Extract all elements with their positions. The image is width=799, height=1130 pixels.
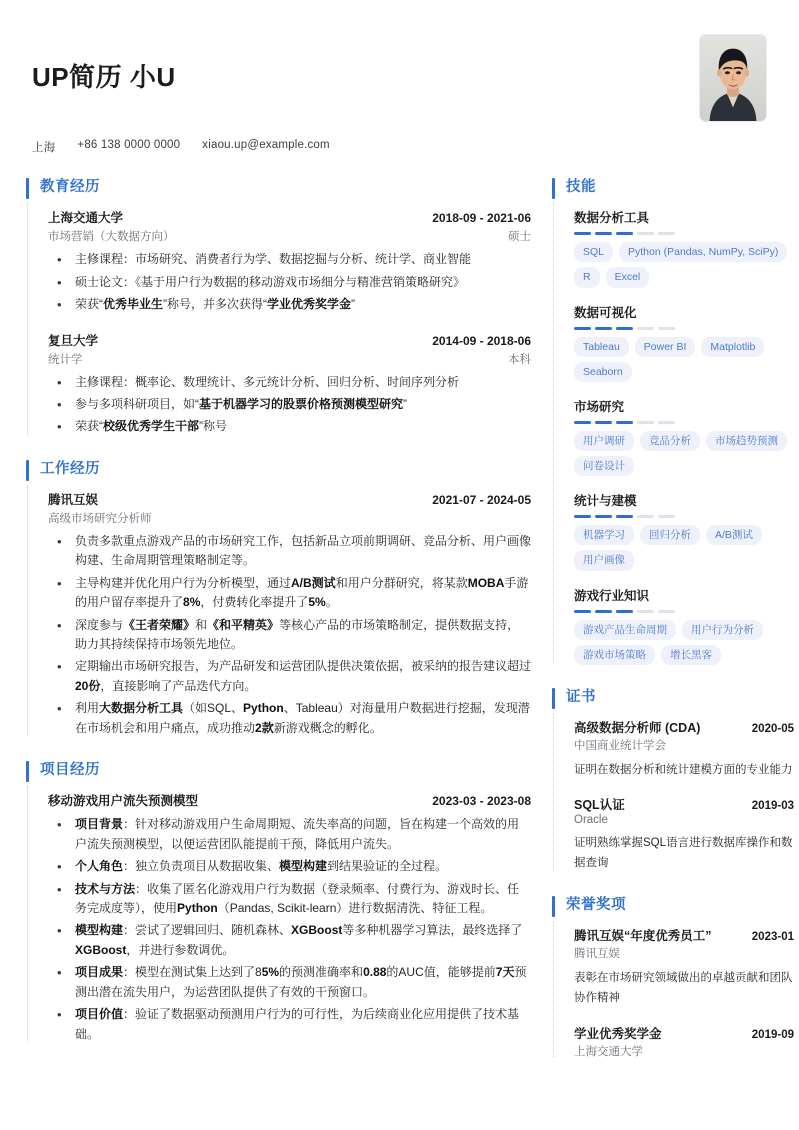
entry-subhead	[48, 228, 531, 244]
skill-group	[574, 303, 794, 382]
skill-group-name: 游戏行业知识	[574, 588, 650, 603]
side-entry-description: 证明熟练掌握SQL语言进行数据库操作和数据查询	[574, 837, 793, 870]
side-entry-head	[574, 926, 794, 944]
skill-tags	[574, 337, 794, 382]
skill-tags	[574, 431, 794, 476]
page-title: UP简历 小U	[32, 62, 176, 92]
section-title: 证书	[566, 688, 596, 705]
skill-group	[574, 586, 794, 665]
skill-groups	[566, 208, 794, 665]
skill-level-segment	[637, 421, 654, 424]
side-entry-issuer: 上海交通大学	[574, 1045, 643, 1058]
certificate-item	[574, 795, 794, 873]
skill-level-meter	[574, 421, 794, 424]
side-entry-title: 高级数据分析师 (CDA)	[574, 720, 701, 735]
skill-tags	[574, 242, 794, 287]
skill-group-name: 数据分析工具	[574, 211, 650, 226]
skill-tag: 用户行为分析	[682, 620, 763, 640]
section-title: 教育经历	[40, 179, 100, 196]
entry	[48, 490, 531, 738]
section-skills	[552, 177, 794, 665]
entry-organization: 移动游戏用户流失预测模型	[48, 794, 199, 809]
skill-level-segment	[616, 515, 633, 518]
skill-group-name: 市场研究	[574, 399, 625, 414]
list-item: • 项目背景：针对移动游戏用户生命周期短、流失率高的问题，旨在构建一个高效的用户流失预测模型，以便运营团队能提前干预，降低用户流失。	[48, 815, 531, 854]
skill-tag: 市场趋势预测	[706, 431, 787, 451]
award-item	[574, 926, 794, 1008]
section-1	[26, 177, 531, 437]
section-body	[40, 791, 531, 1044]
contact-phone: +86 138 0000 0000	[77, 139, 181, 152]
main-column	[26, 177, 531, 1066]
skill-tag: Excel	[606, 267, 650, 287]
skill-level-meter	[574, 327, 794, 330]
skill-level-segment	[595, 327, 612, 330]
header-left	[32, 34, 330, 155]
side-column	[552, 177, 794, 1080]
entry-role: 高级市场研究分析师	[48, 512, 152, 525]
bullet-list	[48, 815, 531, 1044]
skill-group-name: 统计与建模	[574, 494, 637, 509]
skill-level-segment	[616, 421, 633, 424]
skill-group	[574, 491, 794, 570]
skill-tag: 用户画像	[574, 550, 634, 570]
section-awards	[552, 895, 794, 1058]
skill-level-meter	[574, 232, 794, 235]
side-entry-title: 学业优秀奖学金	[574, 1026, 662, 1041]
section-title: 荣誉奖项	[566, 897, 626, 914]
skill-group	[574, 208, 794, 287]
skill-level-segment	[574, 421, 591, 424]
skill-level-meter	[574, 515, 794, 518]
entry-head	[48, 490, 531, 508]
skill-level-segment	[574, 327, 591, 330]
skill-level-meter	[574, 610, 794, 613]
side-entry-date: 2019-09	[751, 1028, 794, 1041]
entry-date: 2023-03 - 2023-08	[432, 794, 531, 809]
skill-tag: R	[574, 267, 600, 287]
contact-location: 上海	[32, 142, 56, 155]
bullet-list	[48, 373, 531, 437]
skill-level-segment	[658, 232, 675, 235]
entry-date: 2021-07 - 2024-05	[432, 492, 531, 507]
side-entry-head	[574, 718, 794, 736]
side-entry-date: 2020-05	[751, 722, 794, 735]
list-item: • 模型构建：尝试了逻辑回归、随机森林、XGBoost等多种机器学习算法，最终选择了XGBoost，并进行参数调优。	[48, 921, 531, 960]
bullet-list	[48, 532, 531, 738]
list-item: • 硕士论文：《基于用户行为数据的移动游戏市场细分与精准营销策略研究》	[48, 273, 531, 292]
entry	[48, 208, 531, 314]
section-certificates	[552, 687, 794, 873]
award-list	[566, 926, 794, 1058]
skill-tag: 游戏市场策略	[574, 645, 655, 665]
skill-level-segment	[574, 232, 591, 235]
list-item: • 技术与方法：收集了匿名化游戏用户行为数据（登录频率、付费行为、游戏时长、任务完成度等），使用Python（Pandas, Scikit-learn）进行数据清洗、特征工程。	[48, 880, 531, 919]
entry	[48, 331, 531, 437]
skill-group-name: 数据可视化	[574, 305, 637, 320]
skill-tag: Matplotlib	[701, 337, 764, 357]
skill-level-segment	[574, 515, 591, 518]
award-item	[574, 1024, 794, 1059]
skill-tag: Python (Pandas, NumPy, SciPy)	[619, 242, 787, 262]
side-entry-issuer: 腾讯互娱	[574, 948, 620, 961]
certificate-item	[574, 718, 794, 780]
side-entry-title: 腾讯互娱“年度优秀员工”	[574, 929, 712, 944]
entry-date: 2014-09 - 2018-06	[432, 333, 531, 348]
section-title: 技能	[566, 179, 596, 196]
skill-level-segment	[658, 421, 675, 424]
list-item: • 荣获“校级优秀学生干部”称号	[48, 417, 531, 436]
section-body	[40, 208, 531, 437]
entry-role: 统计学	[48, 353, 83, 366]
skill-group	[574, 397, 794, 476]
skill-tag: 游戏产品生命周期	[574, 620, 676, 640]
skill-tag: 机器学习	[574, 525, 634, 545]
skill-level-segment	[616, 232, 633, 235]
skill-level-segment	[658, 515, 675, 518]
skill-tag: SQL	[574, 242, 613, 262]
list-item: • 深度参与《王者荣耀》和《和平精英》等核心产品的市场策略制定，提供数据支持，助力其持续保持市场领先地位。	[48, 616, 531, 655]
list-item: • 主导构建并优化用户行为分析模型，通过A/B测试和用户分群研究，将某款MOBA手游的用户留存率提升了8%，付费转化率提升了5%。	[48, 574, 531, 613]
entry-head	[48, 791, 531, 809]
skill-tags	[574, 525, 794, 570]
skill-level-segment	[637, 232, 654, 235]
side-entry-title: SQL认证	[574, 798, 625, 813]
skill-tag: 用户调研	[574, 431, 634, 451]
entry-head	[48, 331, 531, 349]
list-item: • 个人角色：独立负责项目从数据收集、模型构建到结果验证的全过程。	[48, 857, 531, 876]
side-entry-description: 表彰在市场研究领域做出的卓越贡献和团队协作精神	[574, 972, 793, 1005]
skill-tag: Seaborn	[574, 362, 632, 382]
list-item: • 项目价值：验证了数据驱动预测用户行为的可行性，为后续商业化应用提供了技术基础。	[48, 1005, 531, 1044]
list-item: • 荣获“优秀毕业生”称号，并多次获得“学业优秀奖学金”	[48, 295, 531, 314]
skill-tag: 回归分析	[640, 525, 700, 545]
list-item: • 定期输出市场研究报告，为产品研发和运营团队提供决策依据，被采纳的报告建议超过20份，直接影响了产品迭代方向。	[48, 657, 531, 696]
side-entry-date: 2019-03	[751, 800, 794, 813]
avatar	[699, 34, 767, 122]
skill-tag: Power BI	[635, 337, 696, 357]
entry-role: 市场营销（大数据方向）	[48, 231, 175, 244]
skill-level-segment	[637, 327, 654, 330]
contact-email: xiaou.up@example.com	[202, 139, 330, 152]
entry-organization: 上海交通大学	[48, 211, 124, 226]
section-title: 项目经历	[40, 762, 100, 779]
certificate-list	[566, 718, 794, 873]
entry-subhead	[48, 510, 531, 526]
list-item: • 主修课程：概率论、数理统计、多元统计分析、回归分析、时间序列分析	[48, 373, 531, 392]
skill-level-segment	[616, 327, 633, 330]
skill-tags	[574, 620, 794, 665]
skill-level-segment	[658, 610, 675, 613]
side-entry-date: 2023-01	[751, 931, 794, 944]
side-entry-issuer: 中国商业统计学会	[574, 739, 666, 752]
skill-tag: A/B测试	[706, 525, 762, 545]
skill-level-segment	[616, 610, 633, 613]
skill-level-segment	[574, 610, 591, 613]
skill-level-segment	[595, 232, 612, 235]
entry-degree: 本科	[508, 353, 531, 366]
list-item: • 主修课程：市场研究、消费者行为学、数据挖掘与分析、统计学、商业智能	[48, 250, 531, 269]
skill-level-segment	[658, 327, 675, 330]
entry-date: 2018-09 - 2021-06	[432, 211, 531, 226]
section-2	[26, 459, 531, 738]
list-item: • 参与多项科研项目，如“基于机器学习的股票价格预测模型研究”	[48, 395, 531, 414]
section-3	[26, 760, 531, 1044]
section-body	[40, 490, 531, 738]
side-entry-head	[574, 1024, 794, 1042]
skill-level-segment	[637, 515, 654, 518]
entry-subhead	[48, 351, 531, 367]
entry-degree: 硕士	[508, 231, 531, 244]
entry-organization: 复旦大学	[48, 333, 99, 348]
entry-organization: 腾讯互娱	[48, 492, 99, 507]
section-title: 工作经历	[40, 460, 100, 477]
list-item: • 利用大数据分析工具（如SQL、Python、Tableau）对海量用户数据进行挖掘，发现潜在市场机会和用户痛点，成功推动2款新游戏概念的孵化。	[48, 699, 531, 738]
skill-level-segment	[595, 610, 612, 613]
side-entry-issuer: Oracle	[574, 814, 608, 827]
contact-row	[32, 139, 330, 155]
bullet-list	[48, 250, 531, 314]
side-entry-head	[574, 795, 794, 813]
skill-tag: Tableau	[574, 337, 629, 357]
entry	[48, 791, 531, 1044]
list-item: • 负责多款重点游戏产品的市场研究工作，包括新品立项前期调研、竞品分析、用户画像构建、生命周期管理策略制定等。	[48, 532, 531, 571]
resume-header	[26, 26, 773, 155]
resume-body	[26, 177, 794, 1080]
skill-tag: 问卷设计	[574, 456, 634, 476]
entry-head	[48, 208, 531, 226]
skill-level-segment	[637, 610, 654, 613]
list-item: • 项目成果：模型在测试集上达到了85%的预测准确率和0.88的AUC值，能够提前7天预测出潜在流失用户，为运营团队提供了有效的干预窗口。	[48, 963, 531, 1002]
skill-tag: 竞品分析	[640, 431, 700, 451]
skill-level-segment	[595, 421, 612, 424]
skill-tag: 增长黑客	[661, 645, 721, 665]
side-entry-description: 证明在数据分析和统计建模方面的专业能力	[574, 763, 793, 776]
skill-level-segment	[595, 515, 612, 518]
